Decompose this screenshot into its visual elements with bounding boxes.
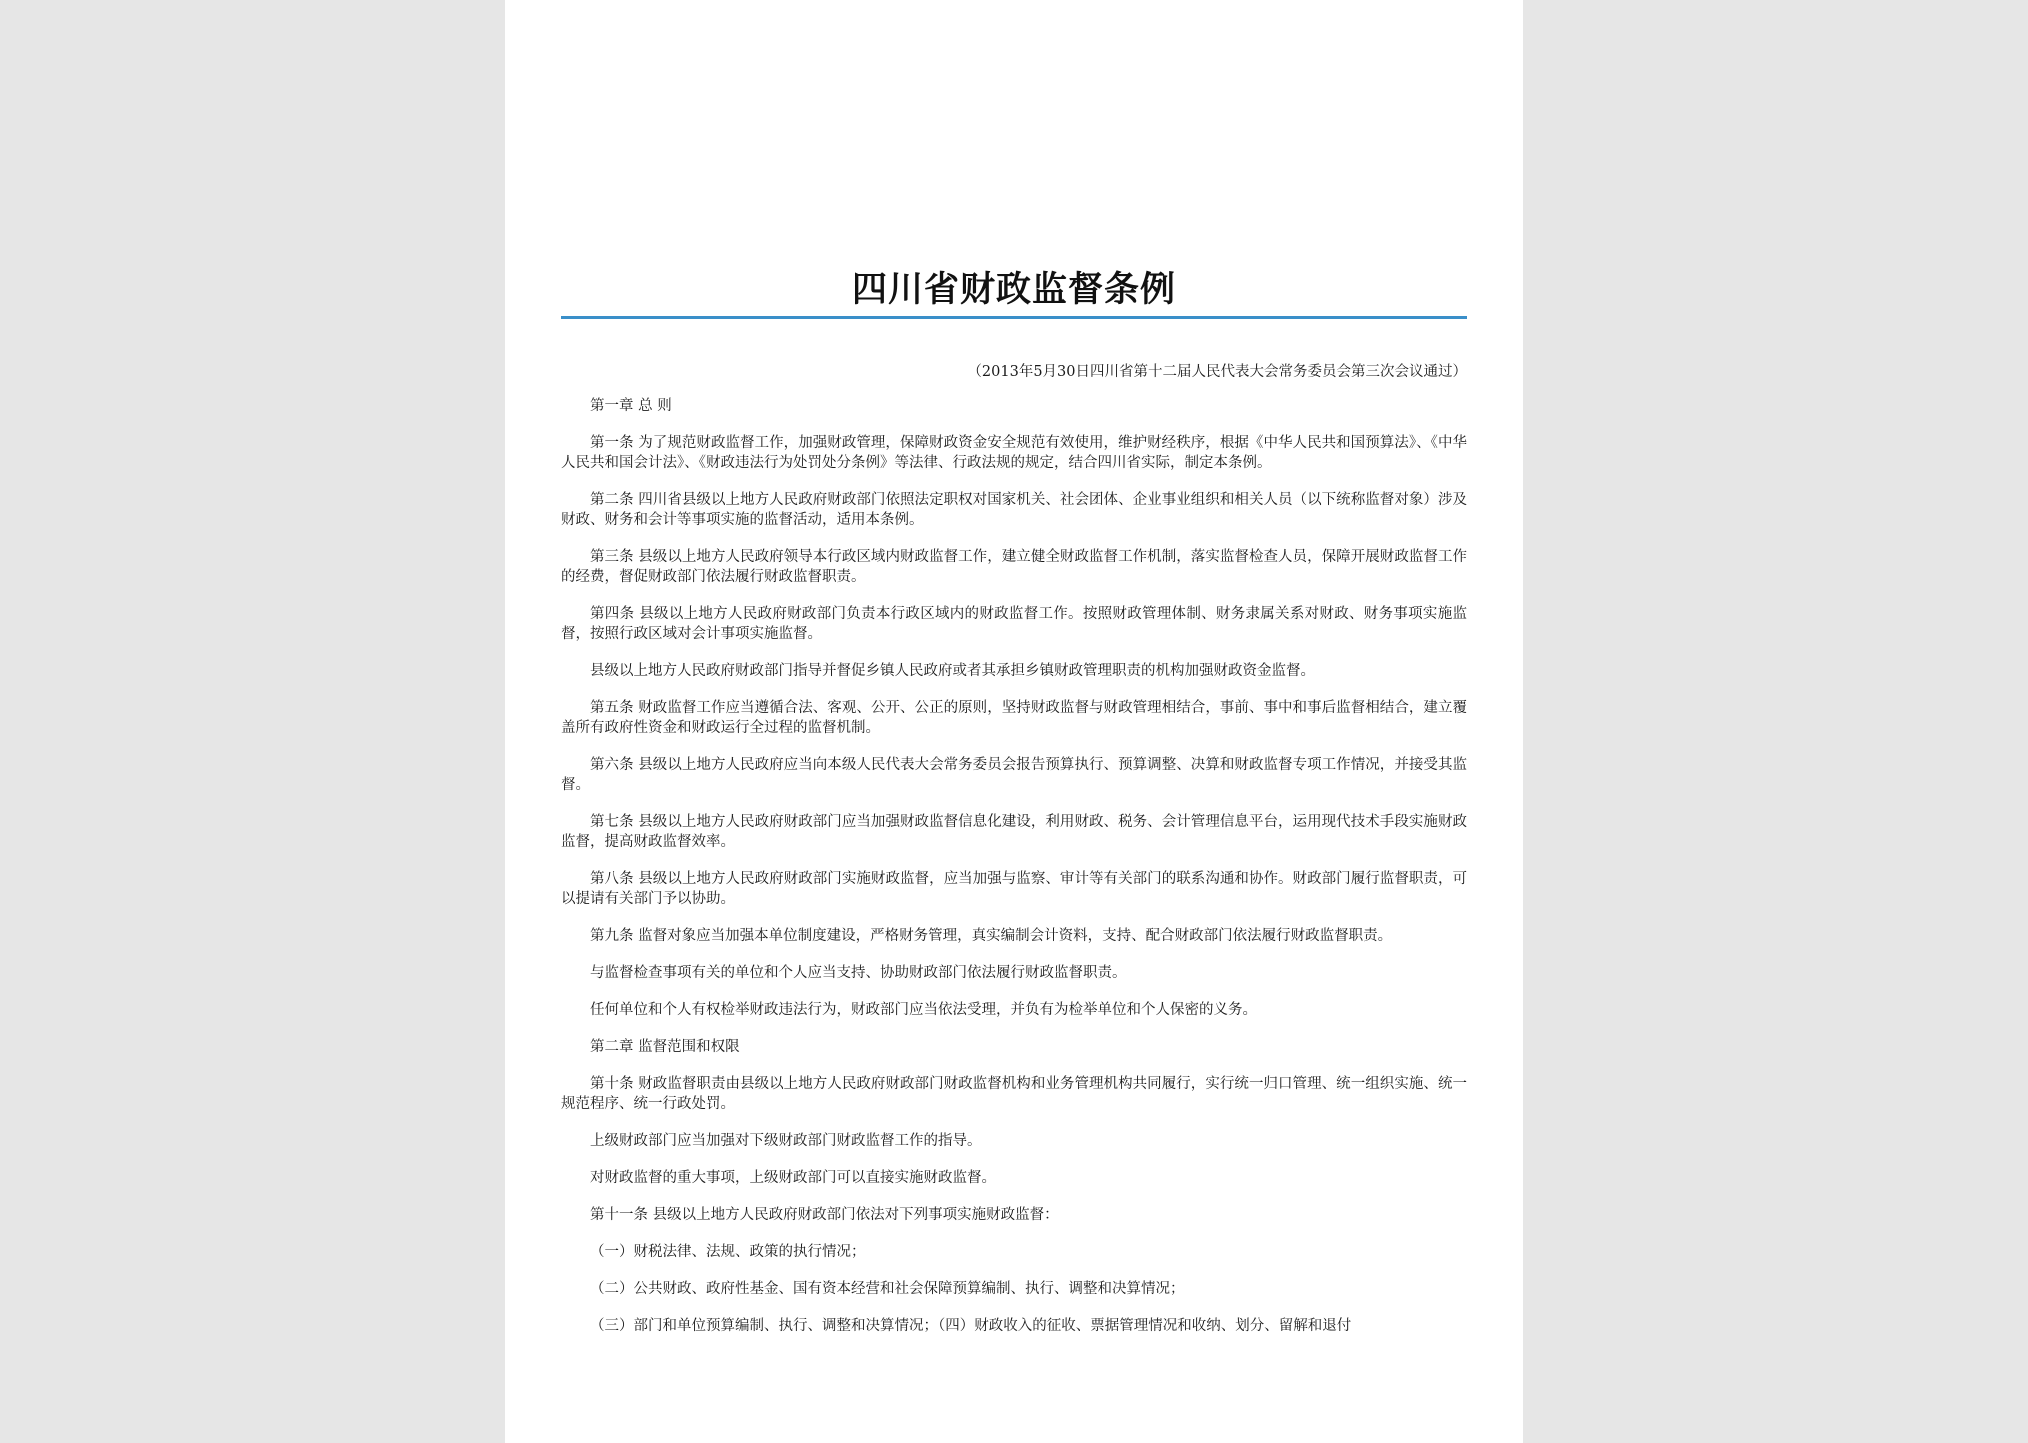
article-paragraph: 第八条 县级以上地方人民政府财政部门实施财政监督，应当加强与监察、审计等有关部门的联系沟通和协作。财政部门履行监督职责，可以提请有关部门予以协助。 (561, 871, 1467, 907)
list-item: （一）财税法律、法规、政策的执行情况； (590, 1244, 866, 1260)
article-paragraph: 第七条 县级以上地方人民政府财政部门应当加强财政监督信息化建设，利用财政、税务、会计管理信息平台，运用现代技术手段实施财政监督，提高财政监督效率。 (561, 814, 1467, 850)
chapter-heading: 第一章 总 则 (590, 398, 672, 414)
article-paragraph: 县级以上地方人民政府财政部门指导并督促乡镇人民政府或者其承担乡镇财政管理职责的机构加强财政资金监督。 (590, 663, 1315, 679)
document-body (561, 362, 1467, 1353)
document-title: 四川省财政监督条例 (851, 270, 1176, 310)
article-paragraph: 第一条 为了规范财政监督工作，加强财政管理，保障财政资金安全规范有效使用，维护财经秩序，根据《中华人民共和国预算法》、《中华人民共和国会计法》、《财政违法行为处罚处分条例》等法律、行政法规的规定，结合四川省实际，制定本条例。 (561, 435, 1467, 471)
article-paragraph: 第五条 财政监督工作应当遵循合法、客观、公开、公正的原则，坚持财政监督与财政管理相结合，事前、事中和事后监督相结合，建立覆盖所有政府性资金和财政运行全过程的监督机制。 (561, 700, 1467, 736)
article-paragraph: 第二条 四川省县级以上地方人民政府财政部门依照法定职权对国家机关、社会团体、企业事业组织和相关人员（以下统称监督对象）涉及财政、财务和会计等事项实施的监督活动，适用本条例。 (561, 492, 1467, 528)
article-paragraph: 任何单位和个人有权检举财政违法行为，财政部门应当依法受理，并负有为检举单位和个人保密的义务。 (590, 1002, 1257, 1018)
chapter-heading: 第二章 监督范围和权限 (590, 1039, 740, 1055)
article-paragraph: 第三条 县级以上地方人民政府领导本行政区域内财政监督工作，建立健全财政监督工作机制，落实监督检查人员，保障开展财政监督工作的经费，督促财政部门依法履行财政监督职责。 (561, 549, 1467, 585)
article-paragraph: 上级财政部门应当加强对下级财政部门财政监督工作的指导。 (590, 1133, 982, 1149)
article-paragraph: 第十条 财政监督职责由县级以上地方人民政府财政部门财政监督机构和业务管理机构共同履行，实行统一归口管理、统一组织实施、统一规范程序、统一行政处罚。 (561, 1076, 1467, 1112)
article-paragraph: 与监督检查事项有关的单位和个人应当支持、协助财政部门依法履行财政监督职责。 (590, 965, 1127, 981)
article-paragraph: 对财政监督的重大事项，上级财政部门可以直接实施财政监督。 (590, 1170, 996, 1186)
document-page (505, 0, 1523, 1443)
article-paragraph: 第九条 监督对象应当加强本单位制度建设，严格财务管理，真实编制会计资料，支持、配合财政部门依法履行财政监督职责。 (590, 928, 1393, 944)
article-paragraph: 第十一条 县级以上地方人民政府财政部门依法对下列事项实施财政监督： (590, 1207, 1059, 1223)
article-paragraph: 第六条 县级以上地方人民政府应当向本级人民代表大会常务委员会报告预算执行、预算调整、决算和财政监督专项工作情况，并接受其监督。 (561, 757, 1467, 793)
list-item: （二）公共财政、政府性基金、国有资本经营和社会保障预算编制、执行、调整和决算情况； (590, 1281, 1185, 1297)
title-underline (561, 316, 1467, 319)
list-item: （三）部门和单位预算编制、执行、调整和决算情况；（四）财政收入的征收、票据管理情况和收纳、划分、留解和退付 (590, 1318, 1352, 1334)
adoption-note: （2013年5月30日四川省第十二届人民代表大会常务委员会第三次会议通过） (967, 364, 1467, 380)
article-paragraph: 第四条 县级以上地方人民政府财政部门负责本行政区域内的财政监督工作。按照财政管理体制、财务隶属关系对财政、财务事项实施监督，按照行政区域对会计事项实施监督。 (561, 606, 1467, 642)
